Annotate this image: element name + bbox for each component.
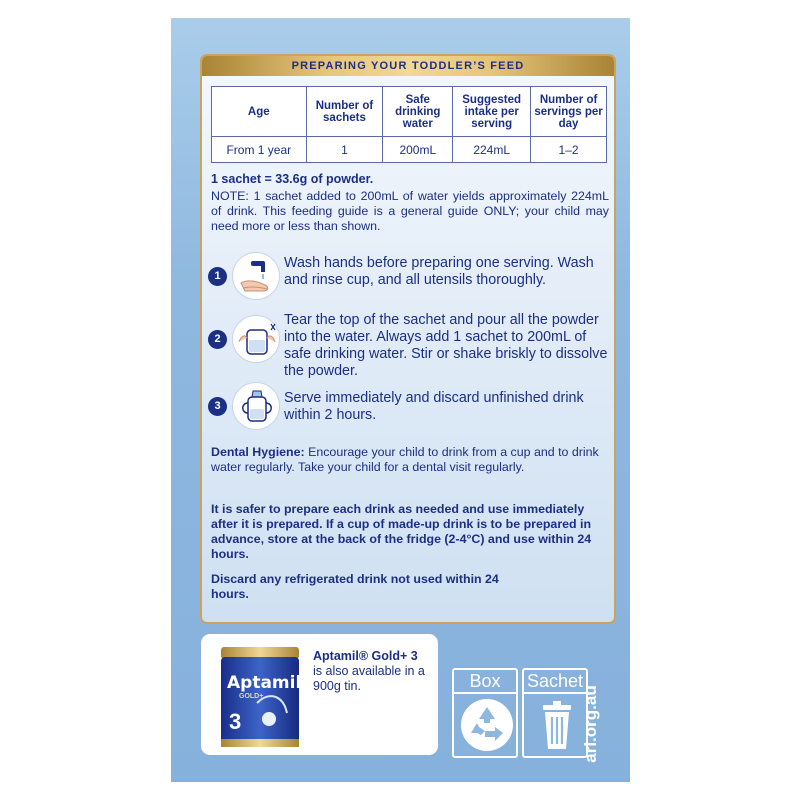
table-header: Number of servings per day — [531, 87, 607, 137]
table-cell: 1–2 — [531, 137, 607, 163]
sachet-weight: 1 sachet = 33.6g of powder. — [211, 172, 374, 186]
product-box — [201, 634, 438, 755]
tin-number: 3 — [229, 709, 242, 734]
step-text: Wash hands before preparing one serving. Wash and rinse cup, and all utensils thoroughly. — [284, 255, 594, 288]
feed-banner: PREPARING YOUR TODDLER’S FEED — [202, 56, 614, 76]
step-text: Serve immediately and discard unfinished drink within 2 hours. — [284, 390, 584, 423]
recycle-sachet-label: Sachet — [524, 670, 586, 694]
website-text: arl.org.au — [581, 685, 600, 763]
step-number: 3 — [208, 397, 227, 416]
note-text: NOTE: 1 sachet added to 200mL of water yields approximately 224mL of drink. This feeding guide is a general guide ONLY; your child may need more or less than shown. — [211, 189, 609, 233]
recycle-box — [452, 668, 518, 758]
step-text: Tear the top of the sachet and pour all the powder into the water. Always add 1 sachet to 200mL of safe drinking water. Stir or shake briskly to dissolve the powder. — [284, 312, 608, 379]
tin-brand: Aptamil — [227, 673, 302, 693]
dental-label: Dental Hygiene: — [211, 445, 305, 459]
product-name: Aptamil® Gold+ 3 — [313, 649, 418, 663]
feeding-table — [211, 86, 607, 163]
wash-hands-icon — [232, 252, 280, 300]
safety-text: It is safer to prepare each drink as needed and use immediately after it is prepared. If a cup of made-up drink is to be prepared in advance, store at the back of the fridge (2-4°C) and use within 24 hours. — [211, 502, 592, 561]
tin-image — [217, 643, 303, 751]
table-header: Safe drinking water — [383, 87, 453, 137]
table-cell: 1 — [306, 137, 383, 163]
table-cell: 200mL — [383, 137, 453, 163]
recycle-icon — [459, 697, 511, 753]
dental-text: Encourage your child to drink from a cup and to drink water regularly. Take your child for a dental visit regularly. — [211, 445, 599, 474]
step-number: 1 — [208, 267, 227, 286]
tin-sub: GOLD+ — [239, 693, 264, 700]
table-row — [212, 137, 607, 163]
table-cell: From 1 year — [212, 137, 307, 163]
table-cell: 224mL — [453, 137, 531, 163]
table-header: Age — [212, 87, 307, 137]
table-header: Number of sachets — [306, 87, 383, 137]
trash-bin-icon — [529, 697, 581, 753]
product-desc: is also available in a 900g tin. — [313, 664, 425, 693]
step-number: 2 — [208, 330, 227, 349]
table-header-row — [212, 87, 607, 137]
table-header: Suggested intake per serving — [453, 87, 531, 137]
discard-text: Discard any refrigerated drink not used within 24 hours. — [211, 572, 499, 601]
sippy-cup-icon — [232, 382, 280, 430]
dental-hygiene — [211, 445, 609, 475]
recycle-box-label: Box — [454, 670, 516, 694]
shake-cup-icon — [232, 315, 280, 363]
feeding-guide-panel — [200, 54, 616, 624]
recycle-sachet — [522, 668, 588, 758]
